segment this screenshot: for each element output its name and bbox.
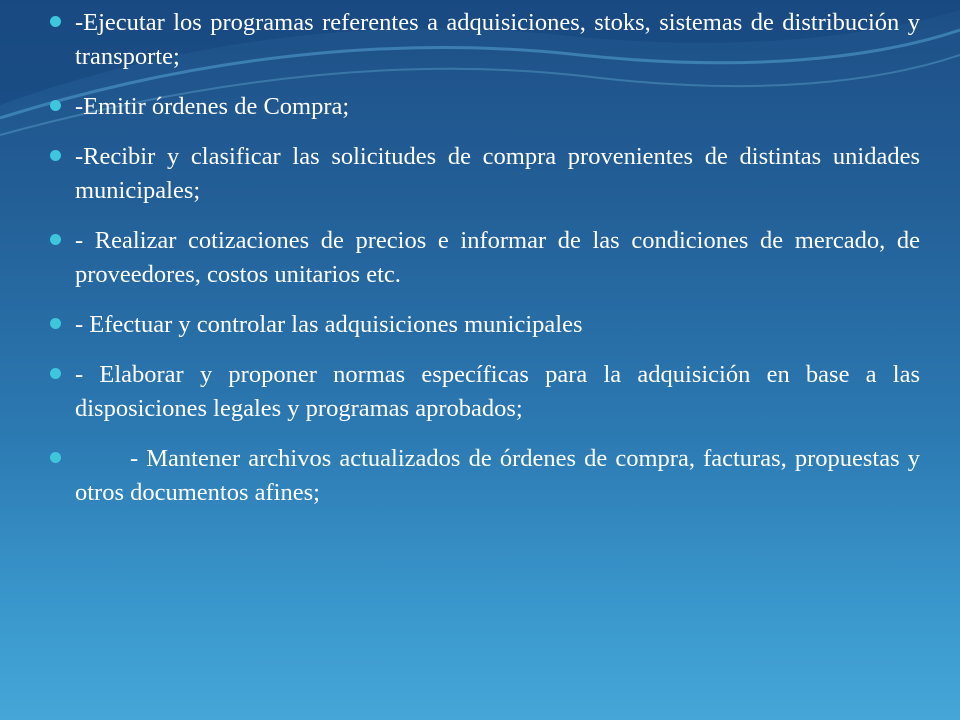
bullet-item xyxy=(40,140,920,208)
bullet-list xyxy=(40,6,920,526)
bullet-text: - Efectuar y controlar las adquisiciones municipales xyxy=(75,311,583,338)
bullet-text: -Emitir órdenes de Compra; xyxy=(75,93,350,120)
bullet-dot-icon xyxy=(50,100,61,111)
bullet-text: - Realizar cotizaciones de precios e informar de las condiciones de mercado, de proveedores, costos unitarios etc. xyxy=(75,227,920,288)
bullet-item xyxy=(40,6,920,74)
bullet-item xyxy=(40,224,920,292)
bullet-text: -Recibir y clasificar las solicitudes de compra provenientes de distintas unidades municipales; xyxy=(75,143,920,204)
bullet-dot-icon xyxy=(50,368,61,379)
bullet-text: - Elaborar y proponer normas específicas para la adquisición en base a las disposiciones legales y programas aprobados; xyxy=(75,361,920,422)
bullet-item xyxy=(40,442,920,510)
bullet-dot-icon xyxy=(50,452,61,463)
bullet-dot-icon xyxy=(50,150,61,161)
bullet-item xyxy=(40,308,920,342)
bullet-text: -Ejecutar los programas referentes a adquisiciones, stoks, sistemas de distribución y transporte; xyxy=(75,9,920,70)
bullet-dot-icon xyxy=(50,318,61,329)
bullet-item xyxy=(40,90,920,124)
bullet-dot-icon xyxy=(50,16,61,27)
bullet-dot-icon xyxy=(50,234,61,245)
bullet-text: - Mantener archivos actualizados de órdenes de compra, facturas, propuestas y otros documentos afines; xyxy=(75,445,920,506)
bullet-item xyxy=(40,358,920,426)
